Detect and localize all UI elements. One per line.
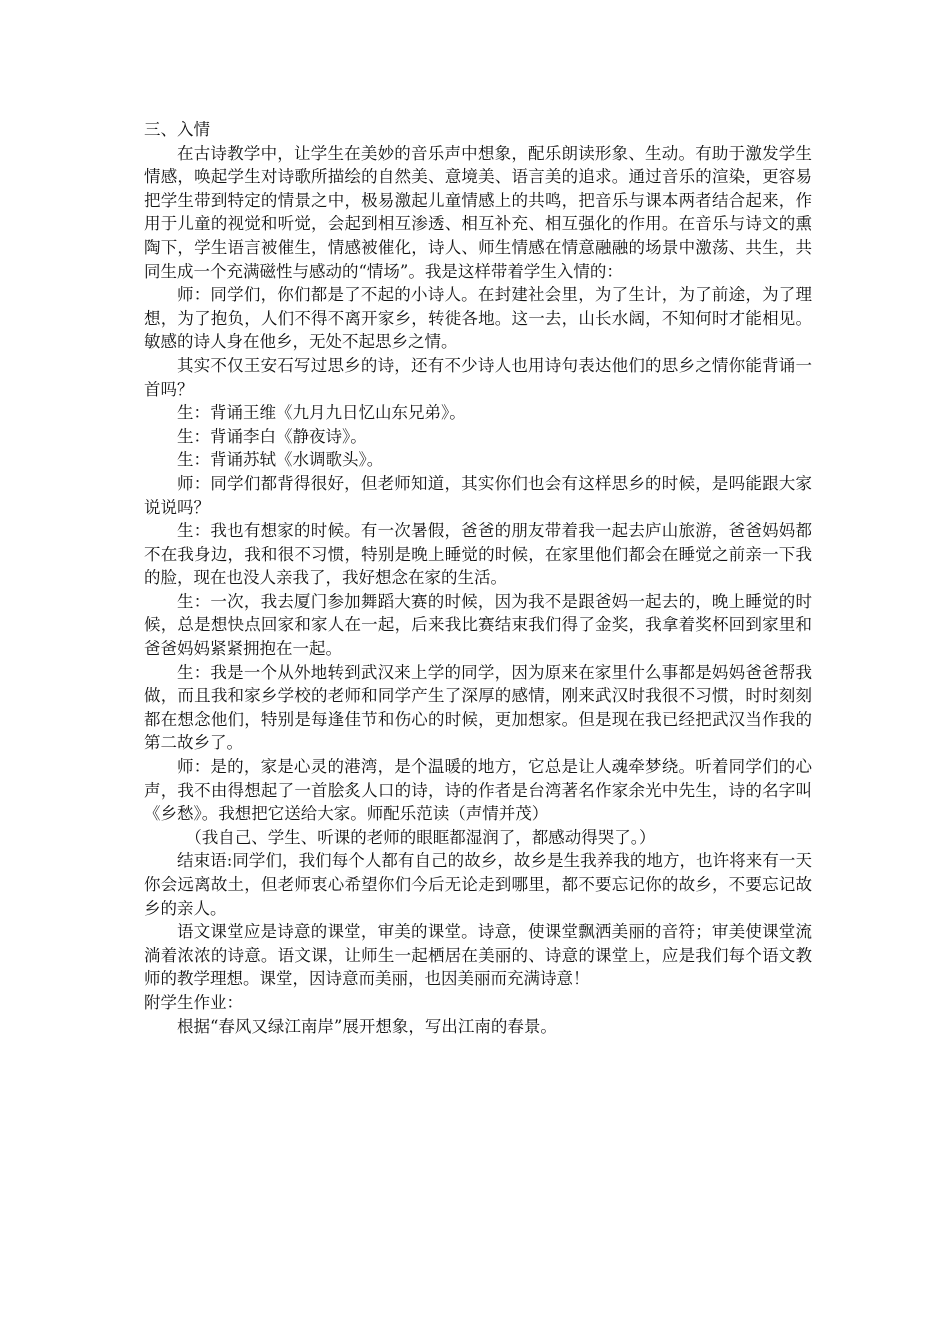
paragraph-intro: 在古诗教学中，让学生在美妙的音乐声中想象，配乐朗读形象、生动。有助于激发学生情感，唤起学生对诗歌所描绘的自然美、意境美、语言美的追求。通过音乐的渲染，更容易把学生带到特定的情景之中，极易激起儿童情感上的共鸣，把音乐与课本两者结合起来，作用于儿童的视觉和听觉，会起到相互渗透、相互补充、相互强化的作用。在音乐与诗文的熏陶下，学生语言被催生，情感被催化，诗人、师生情感在情意融融的场景中激荡、共生，共同生成一个充满磁性与感动的“情场”。我是这样带着学生入情的： (144, 143, 812, 281)
assignment-text: 根据“春风又绿江南岸”展开想象，写出江南的春景。 (177, 1016, 557, 1036)
paragraph-teacher-2: 师：同学们都背得很好，但老师知道，其实你们也会有这样思乡的时候，是吗能跟大家说说吗？ (144, 473, 812, 517)
paragraph-student-recite-2: 生：背诵李白《静夜诗》。 (177, 426, 367, 446)
paragraph-teacher-1: 师：同学们，你们都是了不起的小诗人。在封建社会里，为了生计，为了前途，为了理想，为了抱负，人们不得不离开家乡，转徙各地。这一去，山长水阔，不知何时才能相见。敏感的诗人身在他乡，无处不起思乡之情。 (144, 285, 812, 352)
paragraph-student-recite-3: 生：背诵苏轼《水调歌头》。 (177, 450, 384, 470)
paragraph-question: 其实不仅王安石写过思乡的诗，还有不少诗人也用诗句表达他们的思乡之情你能背诵一首吗？ (144, 355, 812, 399)
paragraph-aside: （我自己、学生、听课的老师的眼眶都湿润了，都感动得哭了。） (185, 827, 656, 847)
paragraph-reflection: 语文课堂应是诗意的课堂，审美的课堂。诗意，使课堂飘洒美丽的音符；审美使课堂流淌着浓浓的诗意。语文课，让师生一起栖居在美丽的、诗意的课堂上，应是我们每个语文教师的教学理想。课堂，因诗意而美丽，也因美丽而充满诗意！ (144, 922, 812, 989)
appendix-label: 附学生作业： (144, 992, 243, 1012)
paragraph-student-1: 生：我也有想家的时候。有一次暑假，爸爸的朋友带着我一起去庐山旅游，爸爸妈妈都不在我身边，我和很不习惯，特别是晚上睡觉的时候，在家里他们都会在睡觉之前亲一下我的脸，现在也没人亲我了，我好想念在家的生活。 (144, 521, 812, 588)
paragraph-conclusion: 结束语:同学们，我们每个人都有自己的故乡，故乡是生我养我的地方，也许将来有一天你会远离故土，但老师衷心希望你们今后无论走到哪里，都不要忘记你的故乡，不要忘记故乡的亲人。 (144, 851, 812, 918)
paragraph-student-recite-1: 生：背诵王维《九月九日忆山东兄弟》。 (177, 403, 466, 423)
paragraph-student-2: 生：一次，我去厦门参加舞蹈大赛的时候，因为我不是跟爸妈一起去的，晚上睡觉的时候，总是想快点回家和家人在一起，后来我比赛结束我们得了金奖，我拿着奖杯回到家里和爸爸妈妈紧紧拥抱在一起。 (144, 591, 812, 659)
paragraph-teacher-3: 师：是的，家是心灵的港湾，是个温暖的地方，它总是让人魂牵梦绕。听着同学们的心声，我不由得想起了一首脍炙人口的诗，诗的作者是台湾著名作家余光中先生，诗的名字叫《乡愁》。我想把它送给大家。师配乐范读（声情并茂） (144, 757, 812, 824)
section-heading: 三、入情 (144, 120, 210, 139)
paragraph-student-3: 生：我是一个从外地转到武汉来上学的同学，因为原来在家里什么事都是妈妈爸爸帮我做，而且我和家乡学校的老师和同学产生了深厚的感情，刚来武汉时我很不习惯，时时刻刻都在想念他们，特别是每逢佳节和伤心的时候，更加想家。但是现在我已经把武汉当作我的第二故乡了。 (144, 662, 812, 753)
document-page (144, 118, 812, 1038)
